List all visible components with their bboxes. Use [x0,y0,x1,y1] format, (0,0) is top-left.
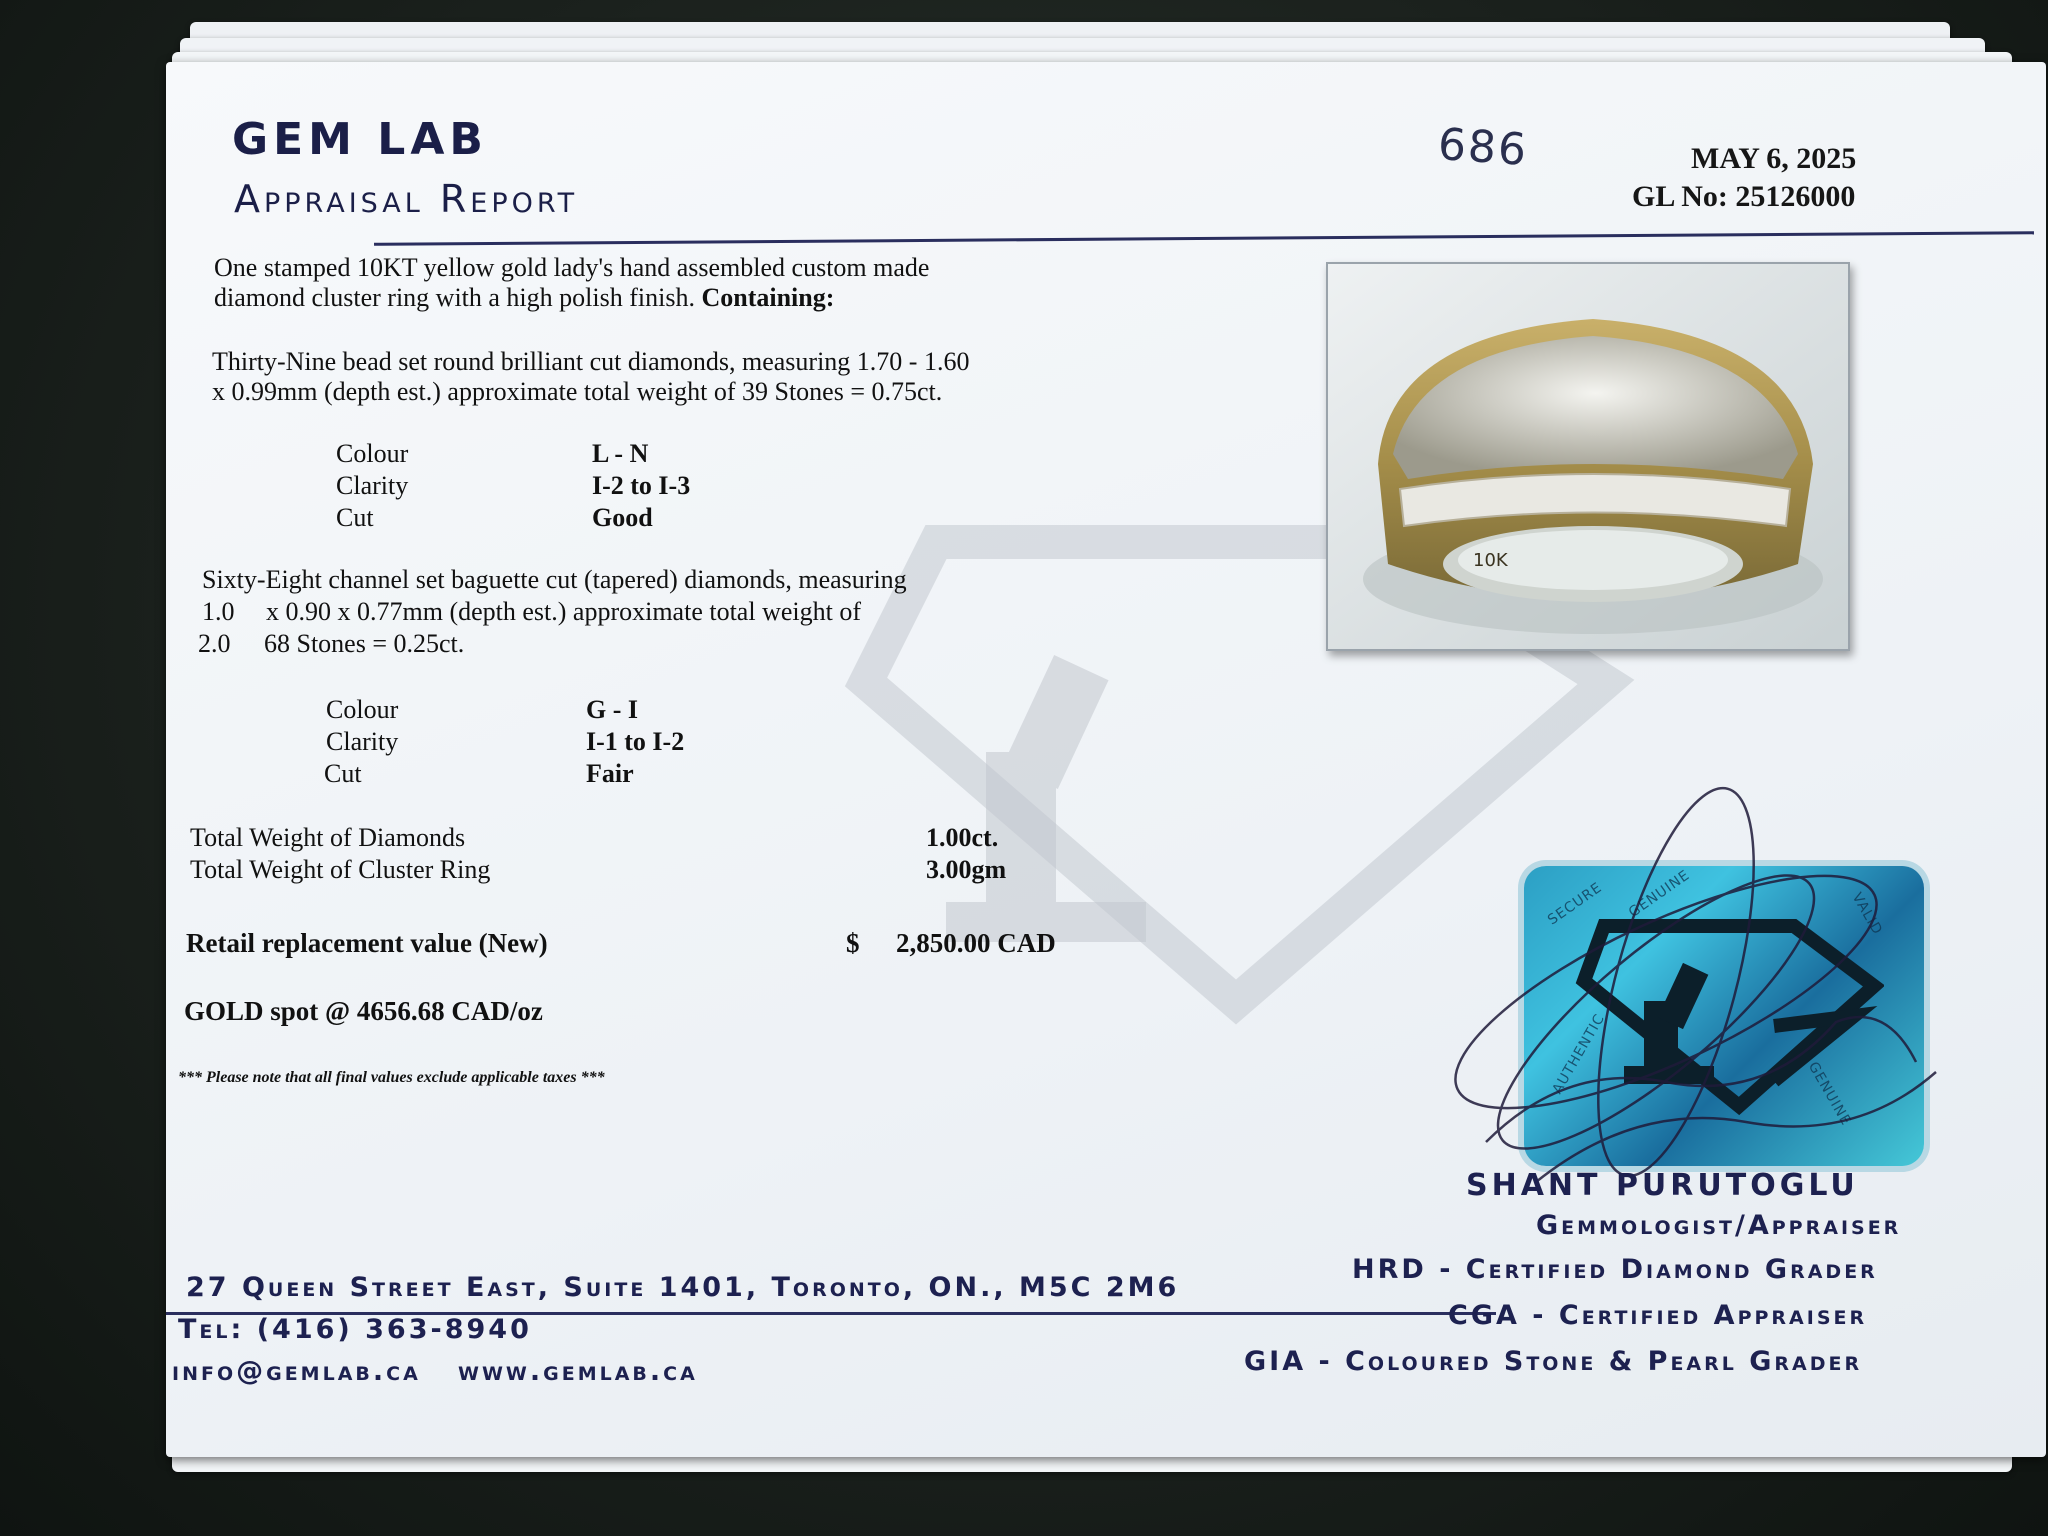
credential-gia: GIA - Coloured Stone & Pearl Grader [1244,1346,1863,1377]
round-clarity-label: Clarity [336,471,409,500]
appraiser-name: SHANT PURUTOGLU [1466,1168,1859,1203]
baguette-clarity-label: Clarity [326,727,399,756]
hologram-word-4: VALID [1848,890,1886,938]
baguette-line-3b: 68 Stones = 0.25ct. [264,629,465,658]
lab-website[interactable]: www.gemlab.ca [458,1356,698,1387]
lab-contact [172,1356,698,1387]
total-diamonds-value: 1.00ct. [926,823,999,852]
round-clarity-value: I-2 to I-3 [592,471,691,500]
round-cut-value: Good [592,503,653,532]
hologram-word-2: GENUINE [1625,867,1694,921]
round-stones-line-2: x 0.99mm (depth est.) approximate total weight of 39 Stones = 0.75ct. [212,377,943,406]
round-colour-value: L - N [592,439,649,468]
lab-phone: Tel: (416) 363-8940 [178,1314,532,1345]
description-line-1: One stamped 10KT yellow gold lady's hand assembled custom made [214,253,930,282]
appraisal-report-sheet [166,62,2046,1457]
description-line-2-text: diamond cluster ring with a high polish finish. [214,283,695,312]
baguette-line-2a: 1.0 [202,597,235,626]
baguette-line-3a: 2.0 [198,629,231,658]
total-ring-value: 3.00gm [926,855,1007,884]
round-cut-label: Cut [336,503,374,532]
gold-spot: GOLD spot @ 4656.68 CAD/oz [184,996,543,1026]
ring-stamp: 10K [1473,550,1508,571]
credential-hrd: HRD - Certified Diamond Grader [1352,1254,1878,1285]
round-colour-label: Colour [336,439,409,468]
round-stones-line-1: Thirty-Nine bead set round brilliant cut diamonds, measuring 1.70 - 1.60 [212,347,970,376]
baguette-line-2b: x 0.90 x 0.77mm (depth est.) approximate total weight of [266,597,861,626]
retail-value-amount: 2,850.00 CAD [896,928,1056,958]
baguette-colour-value: G - I [586,695,638,724]
appraiser-title: Gemmologist/Appraiser [1536,1210,1902,1241]
total-ring-label: Total Weight of Cluster Ring [190,855,491,884]
diamond-ring-image [1328,264,1848,649]
handwritten-number: 686 [1436,118,1530,177]
baguette-line-1: Sixty-Eight channel set baguette cut (tapered) diamonds, measuring [202,565,907,594]
baguette-colour-label: Colour [326,695,399,724]
baguette-clarity-value: I-1 to I-2 [586,727,685,756]
hologram-word-1: SECURE [1545,879,1606,929]
baguette-cut-value: Fair [586,759,634,788]
lab-address: 27 Queen Street East, Suite 1401, Toronto, ON., M5C 2M6 [186,1272,1180,1303]
retail-value-label: Retail replacement value (New) [186,928,548,958]
currency-symbol: $ [846,928,860,958]
lab-email[interactable]: info@gemlab.ca [172,1356,421,1387]
containing-label: Containing: [701,283,835,312]
lab-name: GEM LAB [232,114,488,165]
gl-number: GL No: 25126000 [1632,180,1856,213]
baguette-cut-label: Cut [324,759,362,788]
description-line-2 [214,282,834,313]
hologram-word-3: AUTHENTIC [1549,1011,1609,1097]
tax-note: *** Please note that all final values exclude applicable taxes *** [178,1069,605,1086]
report-title: Appraisal Report [234,177,579,221]
header-divider [374,231,2034,246]
ring-photo [1326,262,1850,651]
credential-cga: CGA - Certified Appraiser [1448,1300,1868,1331]
report-date: MAY 6, 2025 [1691,142,1857,175]
hologram-word-5: GENUINE [1804,1059,1855,1129]
total-diamonds-label: Total Weight of Diamonds [190,823,466,852]
